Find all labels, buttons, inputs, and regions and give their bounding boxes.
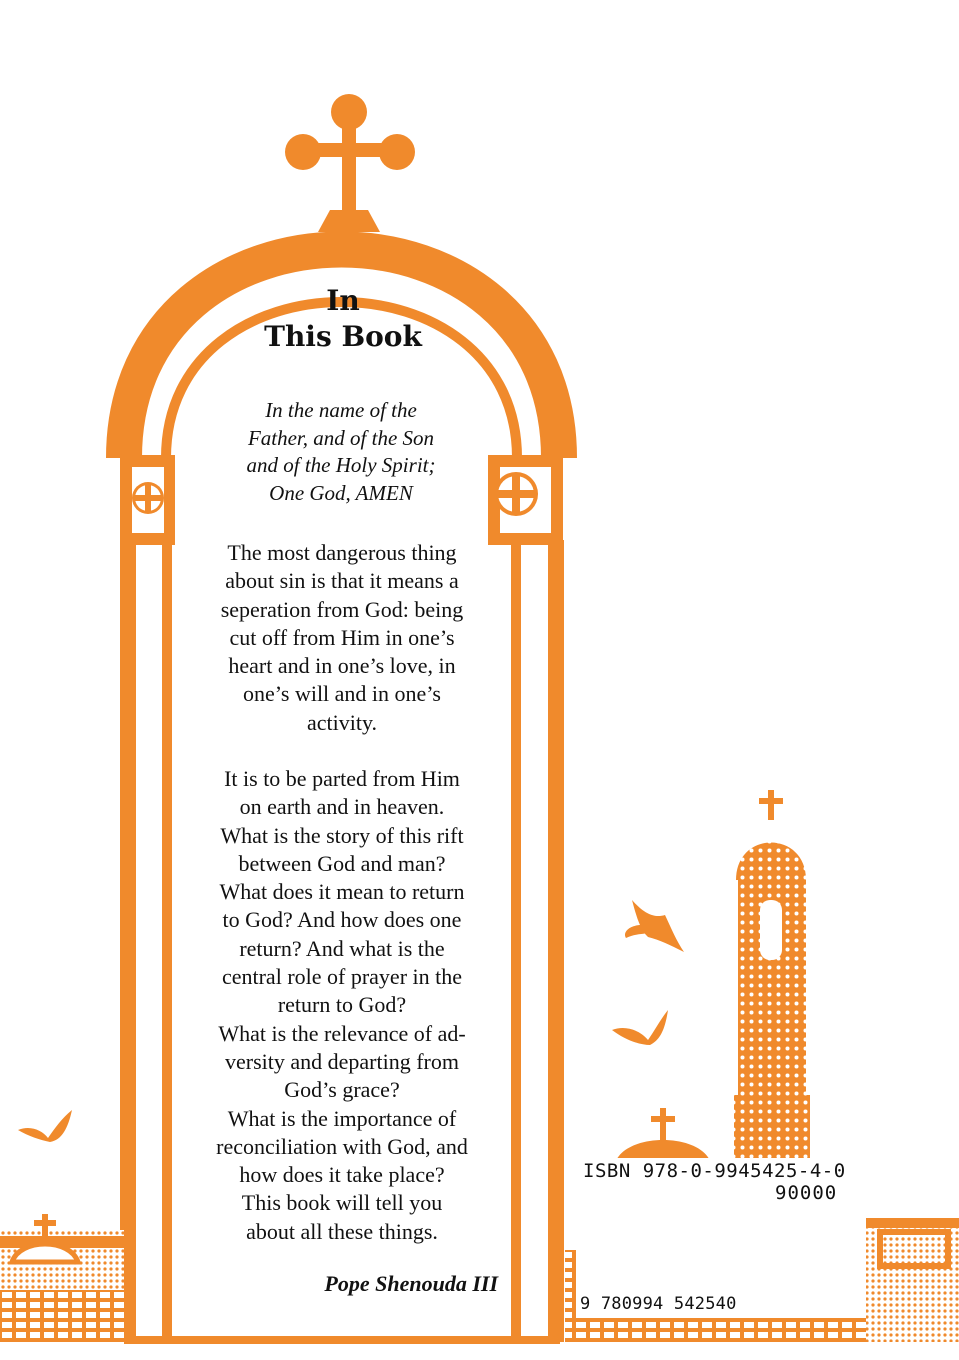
paragraph-2 <box>186 765 498 1246</box>
text-line: about all these things. <box>246 1218 438 1244</box>
text-line: What is the relevance of ad- <box>218 1020 466 1046</box>
text-line: versity and departing from <box>225 1048 459 1074</box>
text-line: This book will tell you <box>241 1190 443 1216</box>
isbn-label: ISBN 978-0-9945425-4-0 <box>583 1160 846 1182</box>
paragraph-1 <box>186 539 498 737</box>
church-tower-icon <box>734 790 810 1170</box>
text-line: What does it mean to return <box>219 879 465 905</box>
invocation-line: In the name of the <box>265 398 417 422</box>
text-line: to God? And how does one <box>222 907 462 933</box>
heading-in: In <box>326 284 360 317</box>
author-signature: Pope Shenouda III <box>324 1271 498 1296</box>
text-line: how does it take place? <box>239 1162 445 1188</box>
text-line: one’s will and in one’s <box>243 681 441 707</box>
text-line: What is the story of this rift <box>220 822 464 848</box>
dove-icon <box>18 1110 72 1142</box>
invocation-line: Father, and of the Son <box>247 425 435 450</box>
barcode-addon-number: 90000 <box>775 1182 838 1204</box>
dove-icon <box>612 1010 668 1045</box>
left-buildings <box>0 1214 124 1342</box>
invocation-line: One God, AMEN <box>269 480 413 505</box>
text-line: cut off from Him in one’s <box>229 624 455 650</box>
text-line: on earth and in heaven. <box>239 794 445 820</box>
coptic-cross-icon <box>285 94 415 232</box>
text-line: return to God? <box>277 992 407 1018</box>
text-line: God’s grace? <box>284 1077 400 1103</box>
invocation <box>196 397 486 507</box>
text-line: seperation from God: being <box>220 596 464 622</box>
left-capital <box>120 455 175 545</box>
text-line: central role of prayer in the <box>221 964 463 990</box>
text-line: about sin is that it means a <box>225 568 459 594</box>
dove-icon <box>625 900 684 952</box>
text-line: return? And what is the <box>239 935 445 961</box>
right-capital <box>488 455 563 545</box>
barcode-digits: 9 780994 542540 <box>580 1294 737 1314</box>
text-line: The most dangerous thing <box>227 540 457 565</box>
text-line: What is the importance of <box>227 1105 457 1131</box>
text-line: between God and man? <box>238 850 446 876</box>
invocation-line: and of the Holy Spirit; <box>246 453 436 477</box>
text-line: It is to be parted from Him <box>224 766 460 791</box>
text-line: heart and in one’s love, in <box>228 653 456 679</box>
page-title: This Book <box>264 320 422 353</box>
text-line: activity. <box>306 709 378 735</box>
text-line: reconciliation with God, and <box>216 1133 468 1159</box>
